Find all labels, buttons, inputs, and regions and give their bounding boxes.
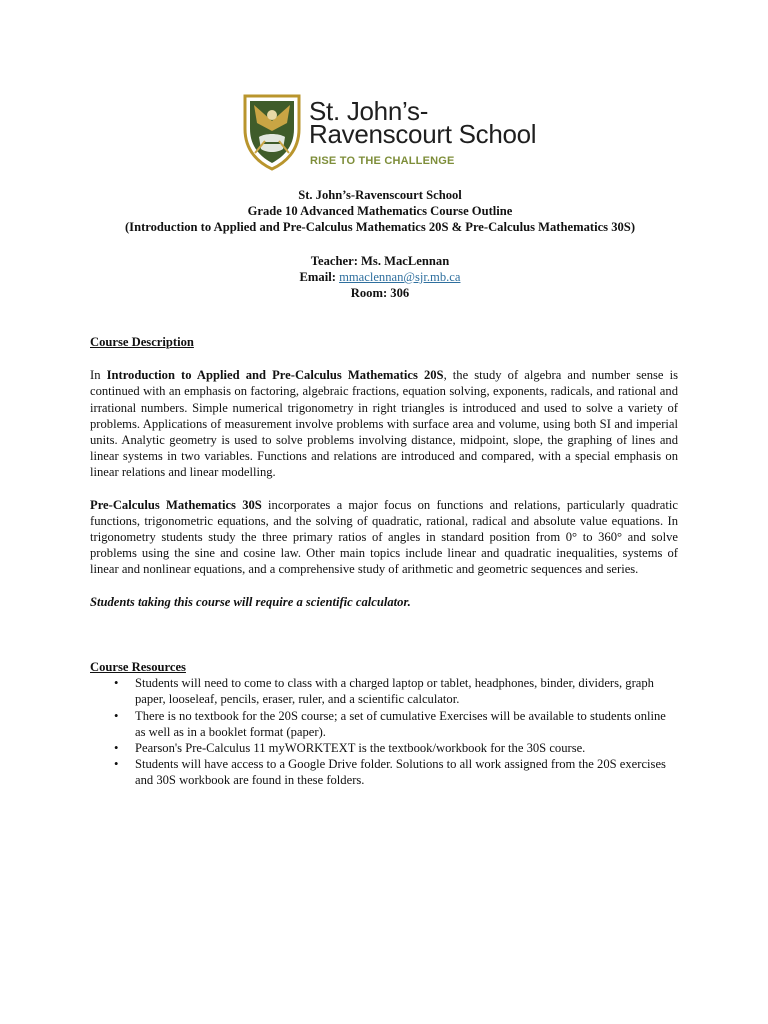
logo-name-line2: Ravenscourt School — [309, 119, 537, 149]
email-link[interactable]: mmaclennan@sjr.mb.ca — [339, 269, 461, 284]
course-title: Grade 10 Advanced Mathematics Course Outline — [247, 204, 513, 219]
email-label: Email: — [299, 269, 336, 284]
course-subtitle: (Introduction to Applied and Pre-Calculus Mathematics 20S & Pre-Calculus Mathematics 30S) — [124, 220, 636, 235]
room-line: Room: 306 — [350, 286, 410, 301]
list-item: • There is no textbook for the 20S course; a set of cumulative Exercises will be available to students online as well as in a booklet format (paper). — [114, 708, 666, 739]
course-30s-name: Pre-Calculus Mathematics 30S — [90, 497, 262, 512]
logo-name-line1: St. John’s- — [309, 96, 429, 126]
description-paragraph-30s: Pre-Calculus Mathematics 30S incorporates a major focus on functions and relations, particularly quadratic functions, trigonometric equations, and the solving of quadratic, rational, radical and absolute value equations. In trigonometry students study the three primary ratios of angles in standard position from 0° to 360° and solve problems using the sine and cosine law. Other main topics include linear and quadratic inequalities, systems of linear and nonlinear equations, and a comprehensive study of arithmetic and geometric sequences and series. — [90, 497, 678, 577]
course-description-section — [90, 334, 678, 610]
school-logo — [243, 93, 537, 173]
teacher-line: Teacher: Ms. MacLennan — [310, 253, 450, 268]
school-crest-icon — [243, 93, 301, 171]
description-paragraph-20s: In Introduction to Applied and Pre-Calculus Mathematics 20S, the study of algebra and number sense is continued with an emphasis on factoring, algebraic fractions, equation solving, exponents, radicals, and rational and irrational numbers. Simple numerical trigonometry in right triangles is introduced and used to solve a variety of problems. Applications of measurement involve problems with surface area and volume, using both SI and imperial units. Analytic geometry is used to solve problems involving distance, midpoint, slope, the graphing of lines and linear systems in two variables. Functions and relations are introduced and compared, with a special emphasis on linear relations and linear modelling. — [90, 368, 678, 480]
logo-motto: RISE TO THE CHALLENGE — [310, 155, 455, 167]
course-resources-section — [90, 659, 678, 789]
resources-list — [90, 675, 678, 788]
list-item: • Students will need to come to class with a charged laptop or tablet, headphones, binder, dividers, graph paper, looseleaf, pencils, eraser, ruler, and a scientific calculator. — [114, 676, 654, 707]
calculator-note: Students taking this course will require a scientific calculator. — [90, 594, 411, 609]
document-header — [40, 187, 720, 301]
course-resources-heading: Course Resources — [90, 660, 186, 674]
list-item: • Students will have access to a Google Drive folder. Solutions to all work assigned from the 20S exercises and 30S workbook are found in these folders. — [114, 757, 666, 788]
list-item: • Pearson's Pre-Calculus 11 myWORKTEXT is the textbook/workbook for the 30S course. — [114, 741, 586, 756]
course-description-heading: Course Description — [90, 335, 194, 349]
school-name: St. John’s-Ravenscourt School — [298, 188, 462, 202]
email-line — [40, 269, 720, 285]
course-20s-name: Introduction to Applied and Pre-Calculus Mathematics 20S — [106, 368, 444, 383]
